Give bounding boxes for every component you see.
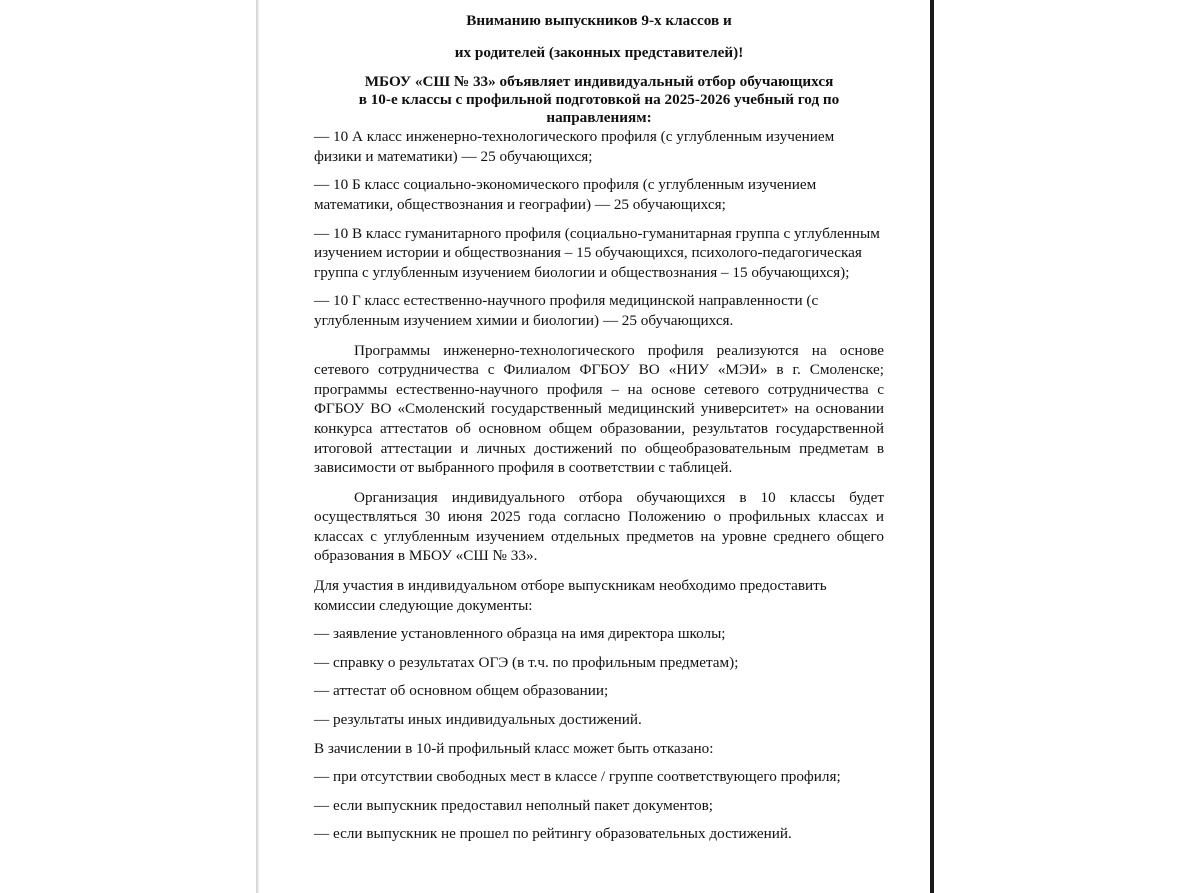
header-line-3: МБОУ «СШ № 33» объявляет индивидуальный отбор обучающихся [364, 73, 834, 91]
header-line-4: в 10-е классы с профильной подготовкой на 2025-2026 учебный год по [358, 91, 840, 109]
document-item: — справку о результатах ОГЭ (в т.ч. по профильным предметам); [314, 653, 739, 671]
paragraph-programs: Программы инженерно-технологического профиля реализуются на основе сетевого сотрудничества с Филиалом ФГБОУ ВО «НИУ «МЭИ» в г. Смоленске; программы естественно-научного профиля – на основе сетевого сотрудничества с ФГБОУ ВО «Смоленский государственный медицинский университет» на основании конкурса аттестатов об основном общем образовании, результатов государственной итоговой аттестации и личных достижений по общеобразовательным предметам в зависимости от выбранного профиля в соответствии с таблицей. [314, 341, 884, 477]
header-line-5: направлениям: [546, 109, 652, 127]
class-item-10b: — 10 Б класс социально-экономического профиля (с углубленным изучением математики, обществознания и географии) — 25 обучающихся; [314, 176, 817, 213]
scan-right-edge [930, 0, 934, 893]
refusal-intro: В зачислении в 10-й профильный класс может быть отказано: [314, 739, 714, 757]
class-item-10a: — 10 А класс инженерно-технологического профиля (с углубленным изучением физики и математики) — 25 обучающихся; [314, 128, 835, 165]
scan-left-edge [256, 0, 259, 893]
refusal-item: — если выпускник предоставил неполный пакет документов; [314, 796, 713, 814]
header-line-2: их родителей (законных представителей)! [454, 43, 744, 61]
class-item-10v: — 10 В класс гуманитарного профиля (социально-гуманитарная группа с углубленным изучением истории и обществознания – 15 обучающихся, психолого-педагогическая группа с углубленным изучением биологии и обществознания – 15 обучающихся); [314, 224, 880, 281]
document-item: — аттестат об основном общем образовании; [314, 682, 609, 700]
class-item-10g: — 10 Г класс естественно-научного профиля медицинской направленности (с углубленным изучением химии и биологии) — 25 обучающихся. [314, 292, 819, 329]
refusal-item: — если выпускник не прошел по рейтингу образовательных достижений. [314, 825, 792, 843]
header-line-1: Вниманию выпускников 9-х классов и [466, 12, 732, 29]
document-page [314, 8, 884, 844]
document-item: — заявление установленного образца на имя директора школы; [314, 625, 726, 643]
document-item: — результаты иных индивидуальных достижений. [314, 711, 642, 729]
refusal-item: — при отсутствии свободных мест в классе / группе соответствующего профиля; [314, 768, 841, 786]
documents-intro: Для участия в индивидуальном отборе выпускникам необходимо предоставить комиссии следующие документы: [314, 577, 827, 614]
paragraph-organization: Организация индивидуального отбора обучающихся в 10 классы будет осуществляться 30 июня 2025 года согласно Положению о профильных классах и классах с углубленным изучением отдельных предметов на уровне среднего общего образования в МБОУ «СШ № 33». [314, 488, 884, 565]
